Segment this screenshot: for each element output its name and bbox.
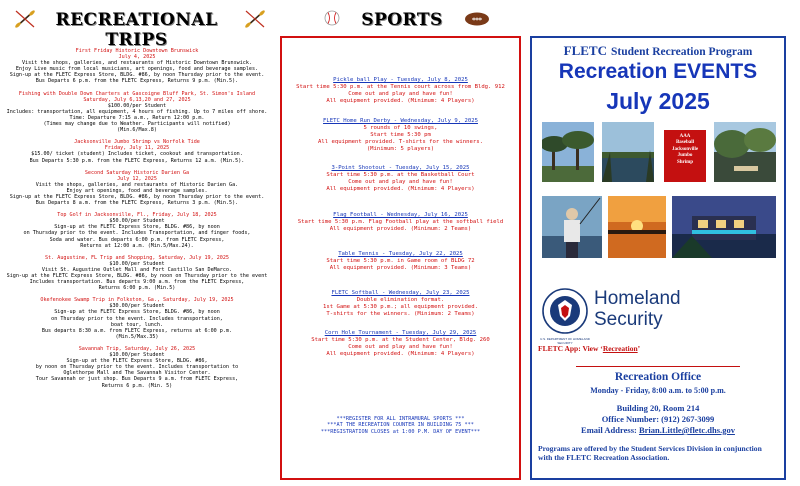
trip-line: Sign-up at the FLETC Express Store, BLDG. #86, xyxy=(66,358,208,365)
trip-line: Sign-up at the FLETC Express Store, BLDG. #86, by noon Thursday prior to the event. xyxy=(9,72,265,79)
trip-line: $30.00/per Student xyxy=(109,303,165,310)
sport-event xyxy=(282,77,519,105)
trip-item xyxy=(4,255,270,292)
sport-event-title: 3-Point Shootout - Tuesday, July 15, 2025 xyxy=(331,165,470,171)
trip-line: $100.00/per Student xyxy=(107,102,167,109)
office-title: Recreation Office xyxy=(614,371,702,383)
trip-line: Visit St. Augustine Outlet Mall and Fort Castillo San DeMarco. xyxy=(41,266,233,273)
trip-line: on Thursday prior to the event. Includes Transportation, and finger foods, xyxy=(23,230,251,237)
email-label: Email Address: xyxy=(581,425,639,435)
okefenokee-photo xyxy=(714,122,776,182)
sport-event-title: Pickle ball Play - Tuesday, July 8, 2025 xyxy=(333,77,468,83)
trip-line: Sign-up at the FLETC Express Store, BLDG. #86, by noon xyxy=(54,224,220,231)
trip-line: Enjoy art openings, food and beverage samples. xyxy=(66,187,208,194)
dhs-logo-word: Security xyxy=(594,309,663,330)
sport-event xyxy=(282,165,519,193)
sport-line: Come out and play and have fun! xyxy=(348,344,453,350)
program-title xyxy=(532,42,784,60)
trip-date: July 4, 2025 xyxy=(118,54,156,61)
dhs-seal-text: U.S. DEPARTMENT OF HOMELAND SECURITY xyxy=(540,337,590,345)
trip-date: Saturday, July 6,13,20 and 27, 2025 xyxy=(83,96,191,103)
trip-line: on Thursday prior to the event. Includes transportation, xyxy=(51,315,223,322)
info-panel xyxy=(530,36,786,480)
sport-event xyxy=(282,212,519,233)
sport-line: Start time 5:30 pm xyxy=(370,132,431,138)
trip-item xyxy=(4,91,270,134)
sport-line: Come out and play and have fun! xyxy=(348,179,453,185)
trip-item xyxy=(4,346,270,389)
aaa-line: Jumbo xyxy=(677,153,693,159)
trips-list xyxy=(4,48,270,395)
downtown-trees-photo xyxy=(542,122,594,182)
sport-line: Start time 5:30 p.m. Flag Football play at the softball field xyxy=(297,219,504,225)
dhs-seal-icon xyxy=(542,288,588,334)
trip-line: $10.00/per Student xyxy=(109,352,165,359)
trip-title: St. Augustine, FL Trip and Shopping, Saturday, July 19, 2025 xyxy=(44,254,229,261)
sport-event xyxy=(282,118,519,153)
dhs-logo-text xyxy=(594,288,681,330)
sport-line: All equipment provided. (Minimum: 2 Teams) xyxy=(329,226,472,232)
sport-line: 1st Game at 5:30 p.m.; all equipment provided. xyxy=(323,304,478,310)
trip-date: July 12, 2025 xyxy=(117,175,157,182)
sport-line: Double elimination format. xyxy=(356,297,445,303)
office-hours: Monday - Friday, 8:00 a.m. to 5:00 p.m. xyxy=(590,386,726,395)
trip-title: Second Saturday Historic Darien Ga xyxy=(84,169,190,176)
trip-line: $10.00/per Student xyxy=(109,260,165,267)
sport-event xyxy=(282,330,519,358)
trips-heading: RECREATIONAL TRIPS xyxy=(55,10,218,50)
app-prefix: FLETC App: View ‘ xyxy=(538,344,603,353)
trip-line: Includes transportation. Bus departs 9:00 a.m. from the FLETC Express, xyxy=(29,279,245,286)
sunset-photo xyxy=(608,196,666,258)
program-name: Student Recreation Program xyxy=(610,46,753,58)
registration-notes xyxy=(282,416,519,435)
sport-line: 5 rounds of 10 swings, xyxy=(363,125,438,131)
trip-line: (Times may change due to Weather. Participants will notified) xyxy=(43,121,231,128)
trip-line: Bus Departs 8 a.m. from the FLETC Express, Returns 3 p.m. (Min.5). xyxy=(35,200,239,207)
sport-line: T-shirts for the winners. (Minimum: 2 Teams) xyxy=(326,311,475,317)
sport-event-title: Flag Football - Wednesday, July 16, 2025 xyxy=(333,212,468,218)
trip-line: Enjoy Live music from local musicians, art openings, food and beverage samples. xyxy=(15,66,259,73)
trip-line: Time: Departure 7:15 a.m., Return 12:00 p.m. xyxy=(69,114,205,121)
month-title: July 2025 xyxy=(606,88,710,114)
trip-line: Visit the shops, galleries, and restaurants of Historic Downtown Brunswick. xyxy=(21,60,252,67)
trip-line: (Min.5/Max.35) xyxy=(115,333,159,340)
office-building: Building 20, Room 214 xyxy=(616,403,700,413)
trip-line: (Min.6/Max.8) xyxy=(117,127,157,134)
aaa-line: Baseball xyxy=(675,140,695,146)
marsh-photo xyxy=(602,122,654,182)
sport-event xyxy=(282,290,519,318)
sport-event-title: FLETC Home Run Derby - Wednesday, July 9, 2025 xyxy=(323,118,478,124)
sport-line: Come out and play and have fun! xyxy=(348,91,453,97)
program-prefix: FLETC xyxy=(563,43,607,58)
trip-item xyxy=(4,297,270,340)
trip-title: Jacksonville Jumbo Shrimp vs Norfolk Tide xyxy=(74,139,200,146)
note-line: ***AT THE RECREATION COUNTER IN BUILDING 75 *** xyxy=(327,422,474,429)
aaa-line: Shrimp xyxy=(676,159,694,165)
trip-line: Oglethorpe Mall and The Savannah Visitor Center. xyxy=(63,370,211,377)
divider-line xyxy=(576,366,740,367)
trip-line: $15.00/ ticket (student) Includes ticket, cookout and transportation. xyxy=(31,151,243,158)
sport-line: Start time 5:30 p.m. at the Basketball Court xyxy=(326,172,475,178)
sport-event-title: Corn Hole Tournament - Tuesday, July 29, 2025 xyxy=(324,330,477,336)
trip-line: Sign-up at the FLETC Express Store, BLDG. #86, by noon on Thursday prior to the event xyxy=(6,273,268,279)
football-icon xyxy=(464,11,490,27)
office-email xyxy=(532,425,784,435)
sport-line: (Minimum: 5 players) xyxy=(366,146,435,152)
sport-line: Start time 5:30 p.m. at the Student Center, Bldg. 260 xyxy=(311,337,490,343)
trip-title: Okefenokee Swamp Trip in Folkston, Ga., Saturday, July 19, 2025 xyxy=(40,297,234,304)
trips-header xyxy=(0,6,275,50)
aaa-line: Jacksonville xyxy=(671,146,699,152)
trip-title: Fishing with Double Down Charters at Gascoigne Bluff Park, St. Simon's Island xyxy=(18,90,256,97)
sports-heading: SPORTS xyxy=(361,10,443,30)
sport-line: Start time 5:30 p.m. at the Tennis court across from Bldg. 912 xyxy=(296,84,505,90)
app-line xyxy=(538,344,782,353)
sport-event-title: FLETC Softball - Wednesday, July 23, 2025 xyxy=(331,290,470,296)
trip-line: Returns at 12:00 a.m. (Min.5/Max.24). xyxy=(80,242,194,249)
sport-line: All equipment provided. (Minimum: 4 Players) xyxy=(326,351,475,357)
sports-header xyxy=(280,6,524,32)
fishing-photo xyxy=(542,196,602,258)
trip-title: Top Golf in Jacksonville, Fl., Friday, July 18, 2025 xyxy=(57,212,217,219)
sport-line: All equipment provided. (Minimum: 4 Players) xyxy=(326,98,475,104)
building-night-photo xyxy=(672,196,776,258)
app-suffix: ’ xyxy=(637,344,641,353)
email-link[interactable]: Brian.Little@fletc.dhs.gov xyxy=(638,425,735,435)
dhs-logo-word: Homeland xyxy=(594,288,681,309)
trip-date: Friday, July 11, 2025 xyxy=(104,145,170,152)
aaa-baseball-badge xyxy=(664,130,706,182)
kayak-paddle-icon xyxy=(14,9,36,29)
trip-line: Tour Savannah or just shop. Bus Departs 9 a.m. from FLETC Express, xyxy=(35,376,239,383)
trip-item xyxy=(4,139,270,163)
sport-line: Start time 5:30 p.m. in Game room of BLDG 72 xyxy=(326,258,475,264)
trip-item xyxy=(4,170,270,207)
trip-line: Includes: transportation, all equipment, 4 hours of fishing. Up to 7 miles off shore. xyxy=(6,108,268,115)
trip-item xyxy=(4,212,270,249)
sport-line: All equipment provided. (Minimum: 3 Teams) xyxy=(329,265,472,271)
note-line: ***REGISTER FOR ALL INTRAMURAL SPORTS *** xyxy=(336,416,465,422)
trip-line: Returns 6:00 p.m. (Min.5) xyxy=(98,285,176,292)
sport-line: All equipment provided. (Minimum: 4 Players) xyxy=(326,186,475,192)
trip-title: Savannah Trip, Saturday, July 26, 2025 xyxy=(78,345,196,352)
footer-text: Programs are offered by the Student Services Division in conjunction with the FLETC Recreation Association. xyxy=(538,444,762,462)
sport-event-title: Table Tennis - Tuesday, July 22, 2025 xyxy=(338,251,463,257)
trip-line: Bus Departs 5:30 p.m. from the FLETC Express, Returns 12 a.m. (Min.5). xyxy=(29,157,245,164)
trip-line: boat tour, lunch. xyxy=(110,321,164,328)
trip-line: Returns 6 p.m. (Min. 5) xyxy=(101,382,173,389)
sport-event xyxy=(282,251,519,272)
sport-line: All equipment provided. T-shirts for the winners. xyxy=(317,139,484,145)
trip-line: $50.00/per Student xyxy=(109,218,165,225)
kayak-paddle-icon xyxy=(244,9,266,29)
baseball-icon xyxy=(324,10,340,26)
trip-line: Visit the shops, galleries, and restaurants of Historic Darien Ga. xyxy=(35,181,239,188)
sports-panel xyxy=(280,36,521,480)
trip-line: Soda and water. Bus departs 6:00 p.m. from FLETC Express, xyxy=(49,236,225,243)
events-title: Recreation EVENTS xyxy=(558,60,758,83)
trip-title: First Friday Historic Downtown Brunswick xyxy=(75,48,199,54)
aaa-line: AAA xyxy=(679,134,691,139)
trip-line: by noon on Thursday prior to the event. Includes transportation to xyxy=(35,364,239,371)
office-number: Office Number: (912) 267-3099 xyxy=(601,414,715,424)
trip-line: Bus Departs 6 p.m. from the FLETC Express, Returns 9 p.m. (Min.5). xyxy=(35,78,239,85)
note-line: ***REGISTRATION CLOSES at 1:00 P.M. DAY OF EVENT*** xyxy=(320,428,481,435)
trip-line: Sign-up at the FLETC Express Store, BLDG. #86, by noon xyxy=(54,309,220,316)
trip-line: Bus departs 8:30 a.m. from FLETC Express, returns at 6:00 p.m. xyxy=(41,327,233,334)
recreation-app-link[interactable]: Recreation xyxy=(602,344,638,353)
trip-item xyxy=(4,48,270,85)
trip-line: Sign-up at the FLETC Express Store, BLDG. #86, by noon Thursday prior to the event. xyxy=(9,193,265,200)
